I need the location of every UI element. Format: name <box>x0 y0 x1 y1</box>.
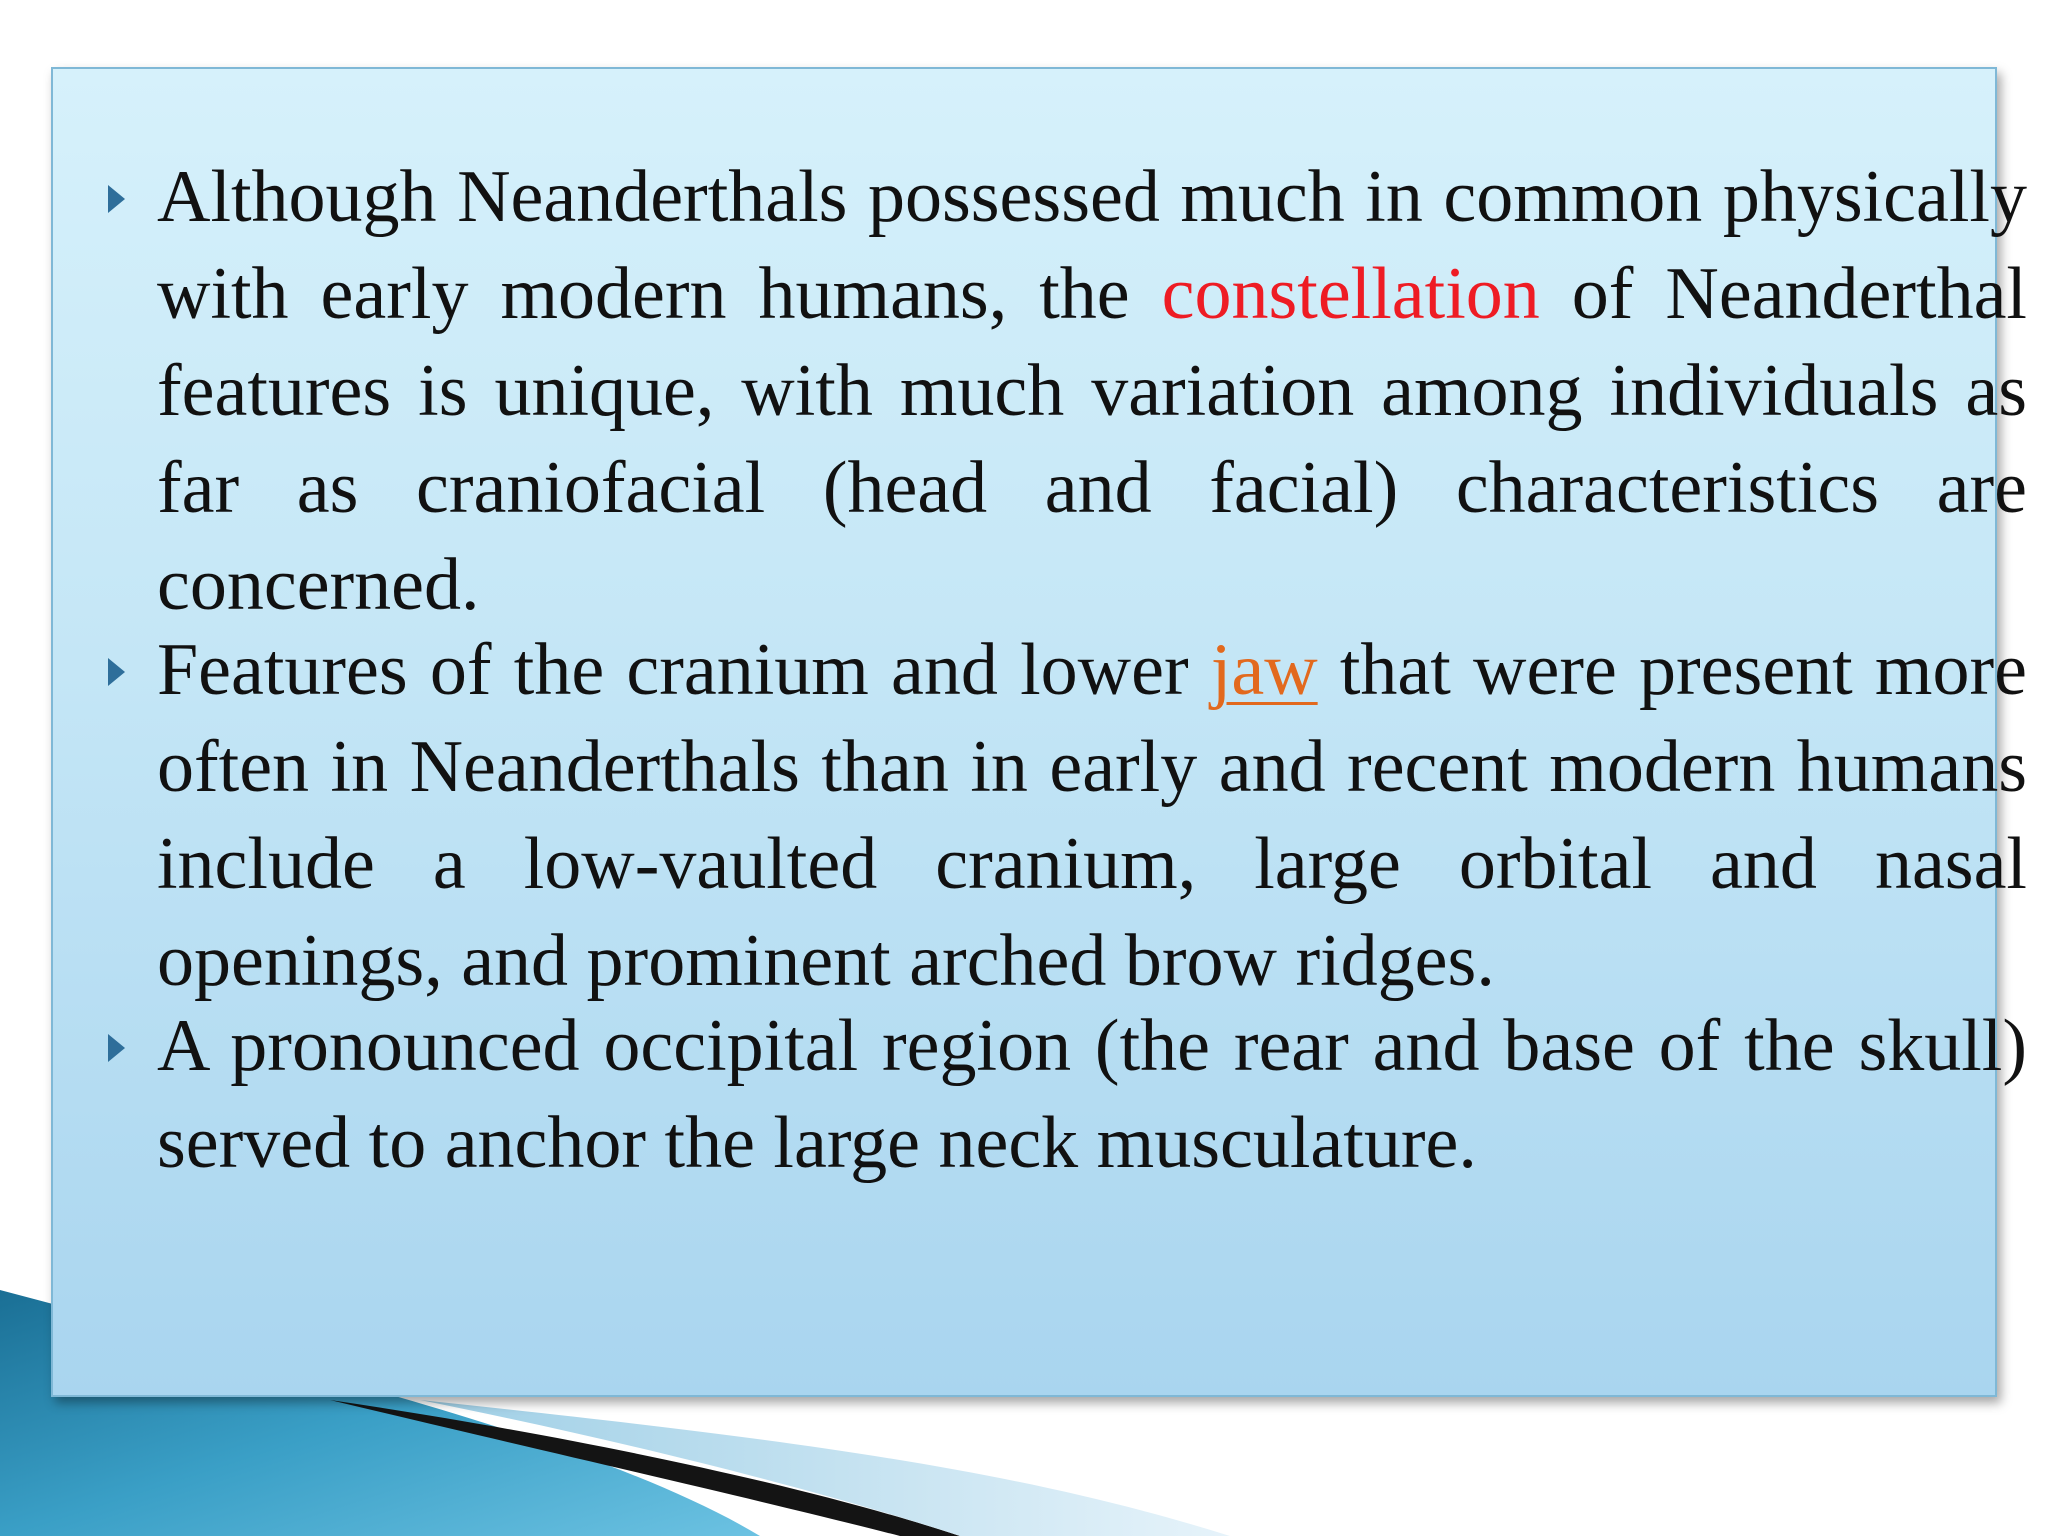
bullet-text: that were present more often in Neanderthals than in early and recent modern humans include a low-vaulted cranium, large orbital and nasal openings, and prominent arched brow ridges. <box>157 629 2027 1002</box>
bullet-text: Features of the cranium and lower <box>157 629 1211 711</box>
triangle-bullet-icon <box>108 1034 125 1062</box>
bullet-text: of Neanderthal features is unique, with much variation among individuals as far as craniofacial (head and facial) characteristics are concerned. <box>157 253 2027 626</box>
bullet-item <box>157 149 2027 634</box>
bullet-text: Although Neanderthals possessed much in common physically with early modern humans, the <box>157 156 2027 335</box>
bullet-item <box>157 998 2027 1192</box>
highlighted-term: constellation <box>1161 253 1540 335</box>
jaw-link[interactable]: jaw <box>1210 629 1318 711</box>
bullet-item <box>157 622 2027 1010</box>
triangle-bullet-icon <box>108 658 125 686</box>
bullet-list <box>157 149 2027 1192</box>
bullet-text: A pronounced occipital region (the rear and base of the skull) served to anchor the large neck musculature. <box>157 1005 2027 1184</box>
content-box <box>51 67 2027 1397</box>
triangle-bullet-icon <box>108 185 125 213</box>
